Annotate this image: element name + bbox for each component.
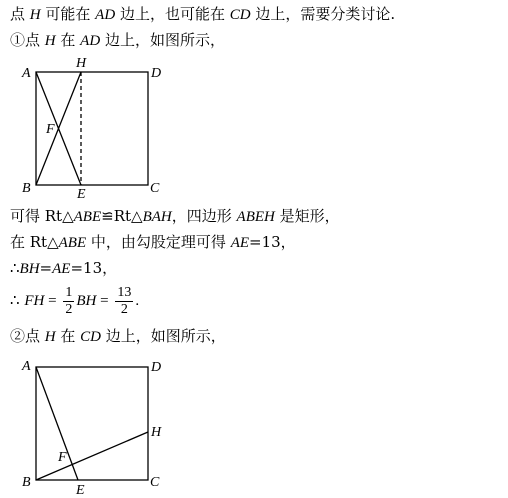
figure1-label-D: D xyxy=(151,66,162,81)
text-line-6-formula: ∴ FH = $\frac{1}{2}$ BH = $\frac{13}{2}$ . xyxy=(10,284,140,317)
text-line-2: ①点 H 在 AD 边上，如图所示， xyxy=(10,31,225,49)
fraction-thirteen-halves: $\frac{13}{2}$ xyxy=(117,284,132,317)
text-line-3: 可得 Rt△ABE≌Rt△BAH，四边形 ABEH 是矩形， xyxy=(10,207,340,225)
figure1-label-H: H xyxy=(76,56,87,71)
figure1-label-C: C xyxy=(150,181,160,196)
figure2-segment-ae xyxy=(36,367,78,480)
figure2-label-B: B xyxy=(22,475,31,490)
figure2-square xyxy=(36,367,148,480)
figure1-label-A: A xyxy=(22,66,31,81)
figure1-label-E: E xyxy=(77,187,86,202)
text-line-5: ∴BH=AE=13， xyxy=(10,259,118,277)
figure2-label-E: E xyxy=(76,483,85,498)
figure1-label-F: F xyxy=(46,122,55,137)
figure2-label-A: A xyxy=(22,359,31,374)
fraction-one-half: $\frac{1}{2}$ xyxy=(65,284,73,317)
text-line-7: ②点 H 在 CD 边上，如图所示， xyxy=(10,327,226,345)
text-line-1: 点 H 可能在 AD 边上，也可能在 CD 边上，需要分类讨论. xyxy=(10,5,396,23)
figure2-segment-bh xyxy=(36,432,148,480)
text-line-4: 在 Rt△ABE 中，由勾股定理可得 AE=13， xyxy=(10,233,296,251)
figure2-label-H: H xyxy=(151,425,162,440)
figure2-label-C: C xyxy=(150,475,160,490)
figure2-label-D: D xyxy=(151,360,162,375)
figure2-label-F: F xyxy=(58,450,67,465)
figure1-label-B: B xyxy=(22,181,31,196)
